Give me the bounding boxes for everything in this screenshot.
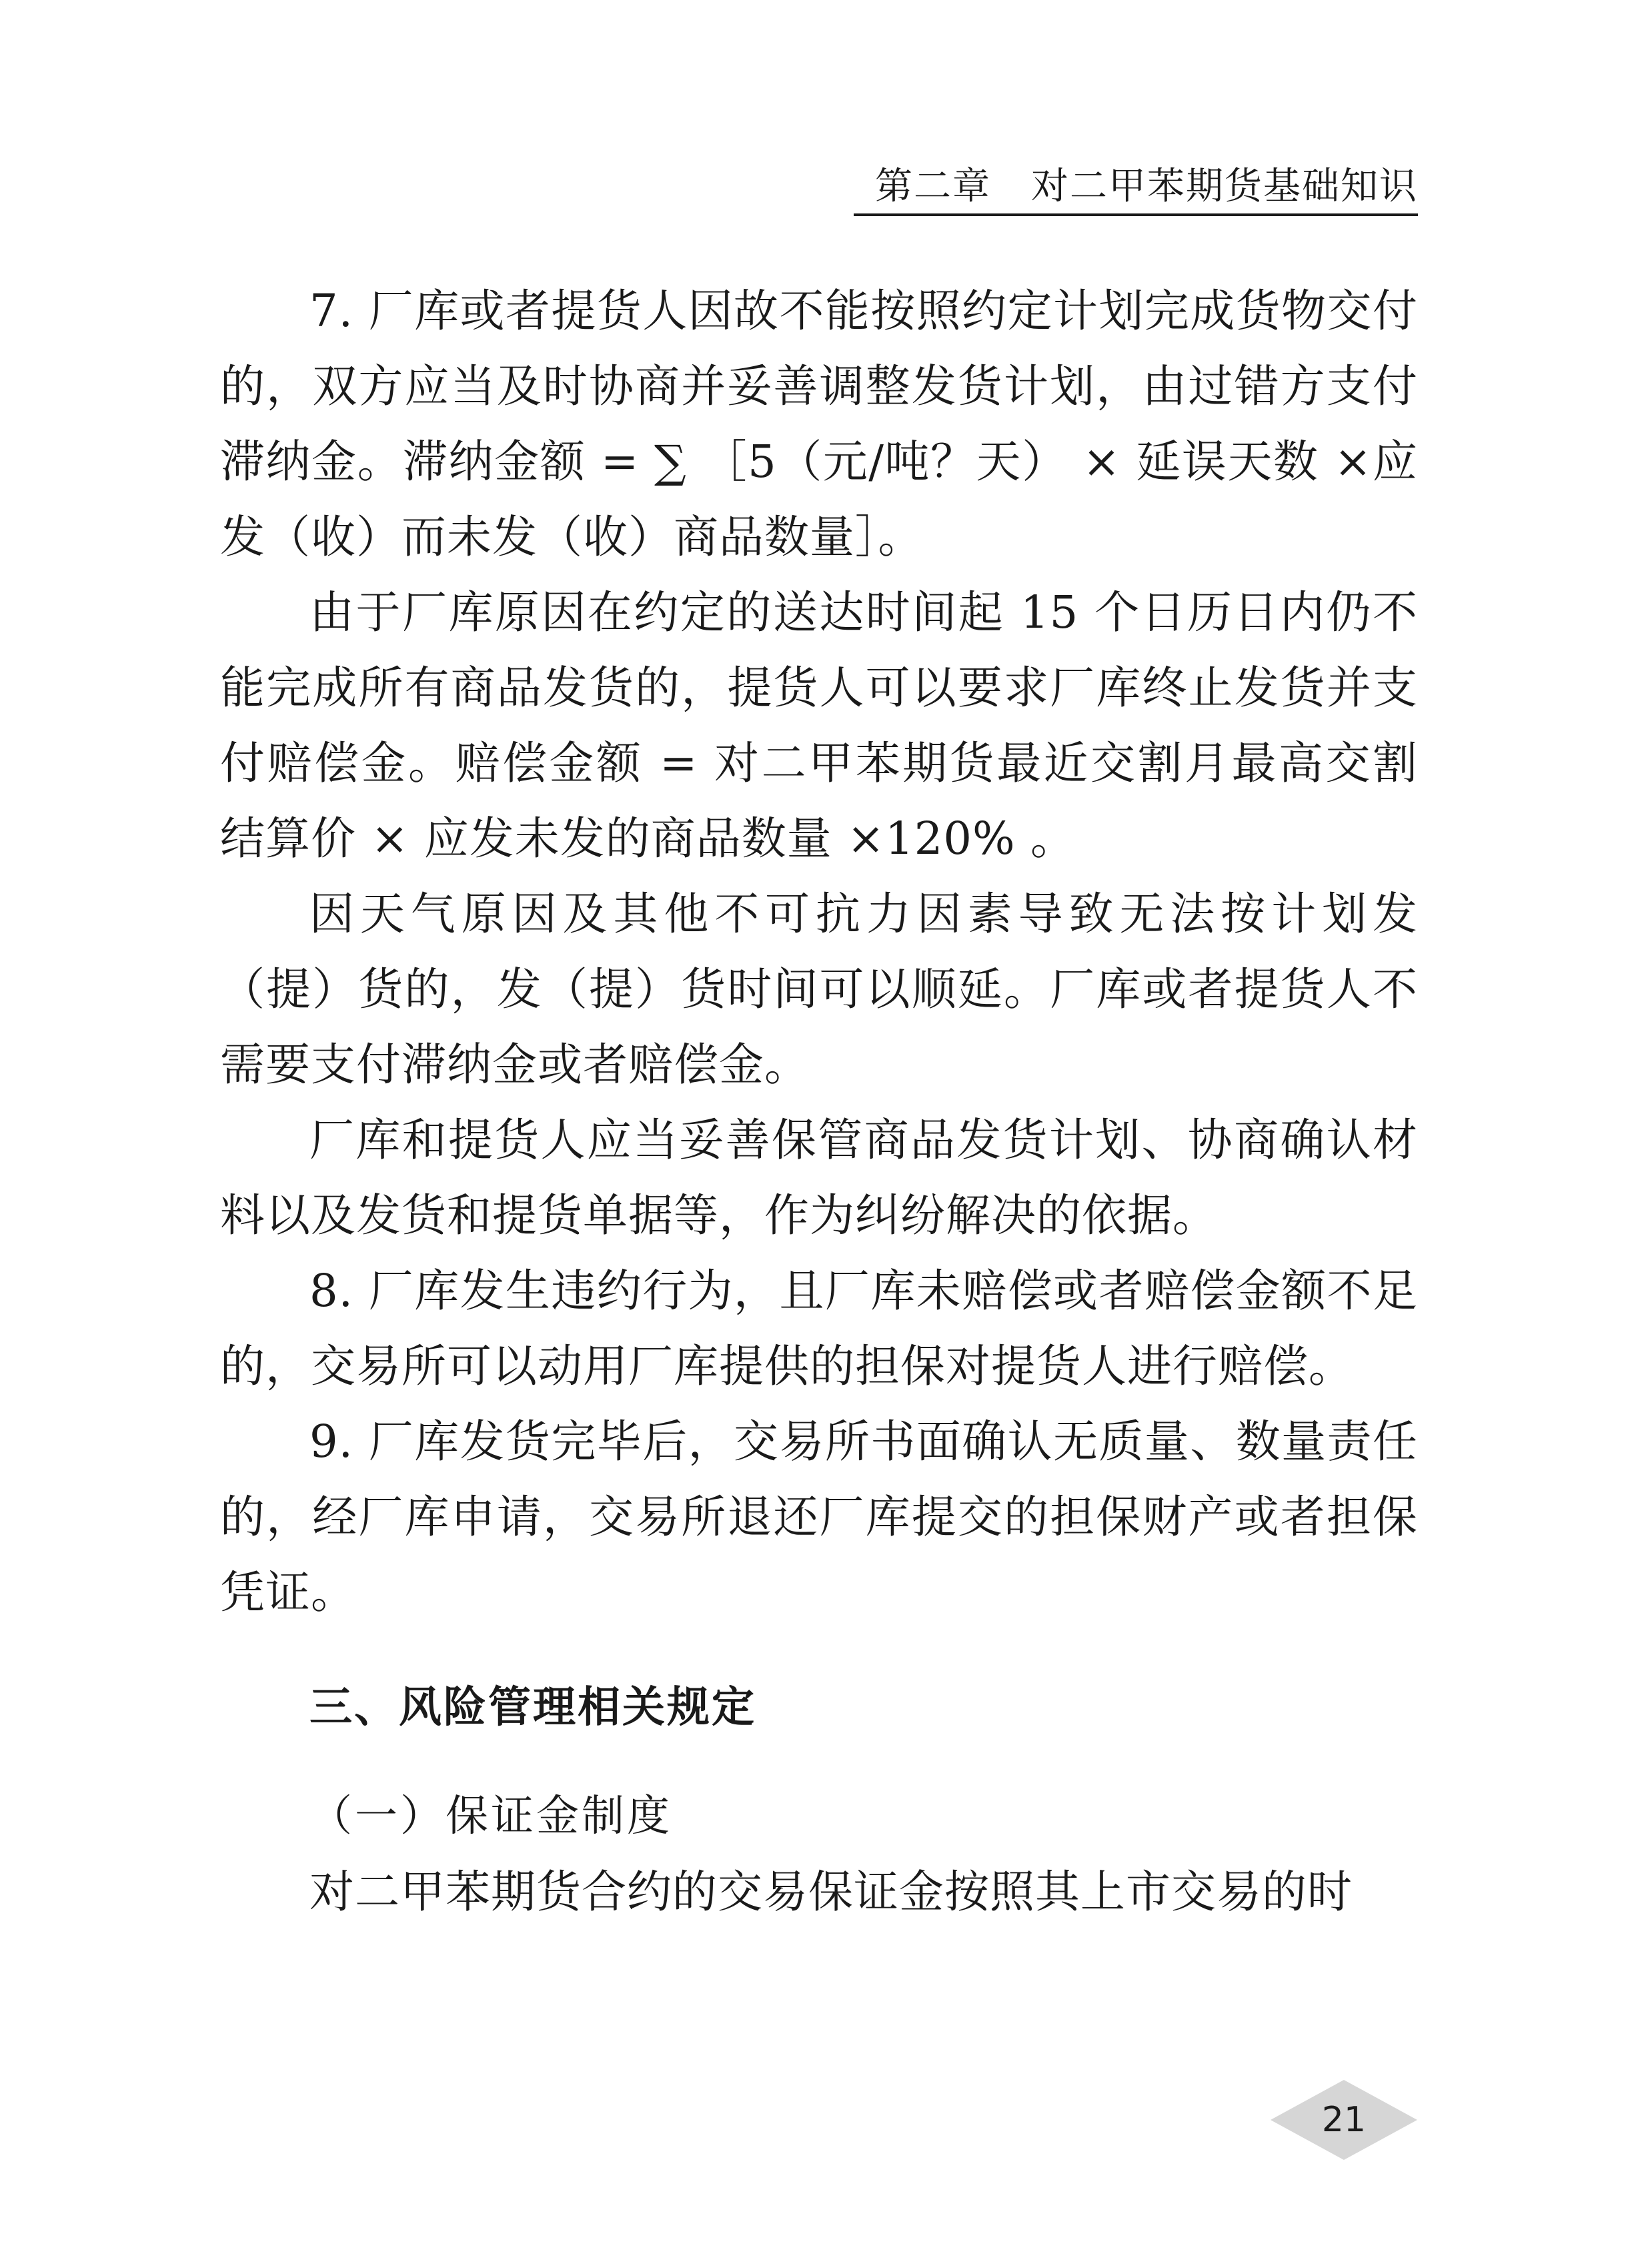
paragraph-margin-system: 对二甲苯期货合约的交易保证金按照其上市交易的时 bbox=[309, 1866, 1353, 1918]
section-heading: 三、风险管理相关规定 bbox=[309, 1683, 756, 1732]
page-number-badge bbox=[1271, 2080, 1417, 2160]
paragraph-compensation: 由于厂库原因在约定的送达时间起 15 个日历日内仍不能完成所有商品发货的，提货人可以要求厂库终止发货并支付赔偿金。赔偿金额 = 对二甲苯期货最近交割月最高交割结算价 × 应发未发的商品数量 ×120% 。 bbox=[220, 586, 1418, 865]
paragraph-records: 厂库和提货人应当妥善保管商品发货计划、协商确认材料以及发货和提货单据等，作为纠纷解决的依据。 bbox=[220, 1114, 1418, 1241]
page-number: 21 bbox=[1321, 2100, 1367, 2140]
paragraph-force-majeure: 因天气原因及其他不可抗力因素导致无法按计划发（提）货的，发（提）货时间可以顺延。厂库或者提货人不需要支付滞纳金或者赔偿金。 bbox=[220, 888, 1418, 1091]
paragraph-8: 8. 厂库发生违约行为，且厂库未赔偿或者赔偿金额不足的，交易所可以动用厂库提供的担保对提货人进行赔偿。 bbox=[220, 1265, 1418, 1392]
chapter-label: 第二章 bbox=[875, 165, 991, 208]
chapter-title: 对二甲苯期货基础知识 bbox=[1031, 165, 1418, 208]
paragraph-7: 7. 厂库或者提货人因故不能按照约定计划完成货物交付的，双方应当及时协商并妥善调整发货计划，由过错方支付滞纳金。滞纳金额 = ∑ ［5（元/吨？天） × 延误天数 ×应发（收）而未发（收）商品数量］。 bbox=[220, 285, 1418, 563]
paragraph-9: 9. 厂库发货完毕后，交易所书面确认无质量、数量责任的，经厂库申请，交易所退还厂库提交的担保财产或者担保凭证。 bbox=[220, 1415, 1418, 1618]
running-header bbox=[854, 160, 1418, 216]
page-body bbox=[220, 273, 1418, 1930]
sub-heading: （一）保证金制度 bbox=[309, 1792, 672, 1841]
